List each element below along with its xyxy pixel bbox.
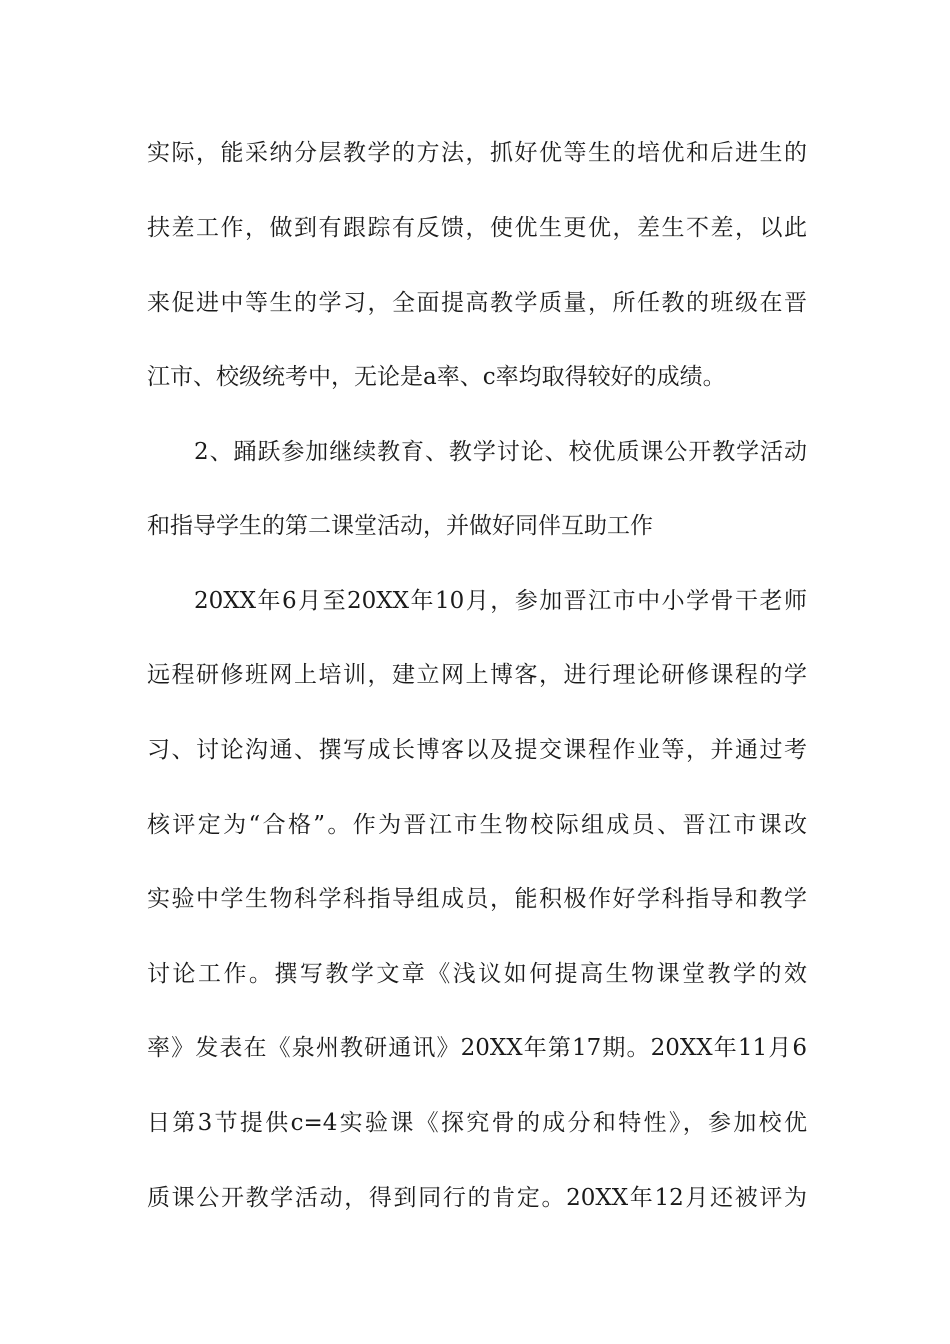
text-line-8: 远程研修班网上培训，建立网上博客，进行理论研修课程的学 [147,662,807,688]
text-line-4: 江市、校级统考中，无论是a率、c率均取得较好的成绩。 [147,364,726,390]
text-line-6: 和指导学生的第二课堂活动，并做好同伴互助工作 [147,513,653,539]
text-line-7: 20XX年6月至20XX年10月，参加晋江市中小学骨干老师 [194,588,807,614]
text-line-14: 日第3节提供c=4实验课《探究骨的成分和特性》，参加校优 [147,1110,807,1136]
text-line-13: 率》发表在《泉州教研通讯》20XX年第17期。20XX年11月6 [147,1035,807,1061]
text-line-3: 来促进中等生的学习，全面提高教学质量，所任教的班级在晋 [147,290,807,316]
text-line-11: 实验中学生物科学科指导组成员，能积极作好学科指导和教学 [147,886,807,912]
text-line-10: 核评定为“合格”。作为晋江市生物校际组成员、晋江市课改 [147,812,807,838]
text-line-9: 习、讨论沟通、撰写成长博客以及提交课程作业等，并通过考 [147,737,807,763]
text-line-1: 实际，能采纳分层教学的方法，抓好优等生的培优和后进生的 [147,140,807,166]
text-line-15: 质课公开教学活动，得到同行的肯定。20XX年12月还被评为 [147,1185,807,1211]
text-line-2: 扶差工作，做到有跟踪有反馈，使优生更优，差生不差，以此 [147,215,807,241]
text-line-12: 讨论工作。撰写教学文章《浅议如何提高生物课堂教学的效 [147,961,807,987]
text-line-5: 2、踊跃参加继续教育、教学讨论、校优质课公开教学活动 [194,439,807,465]
